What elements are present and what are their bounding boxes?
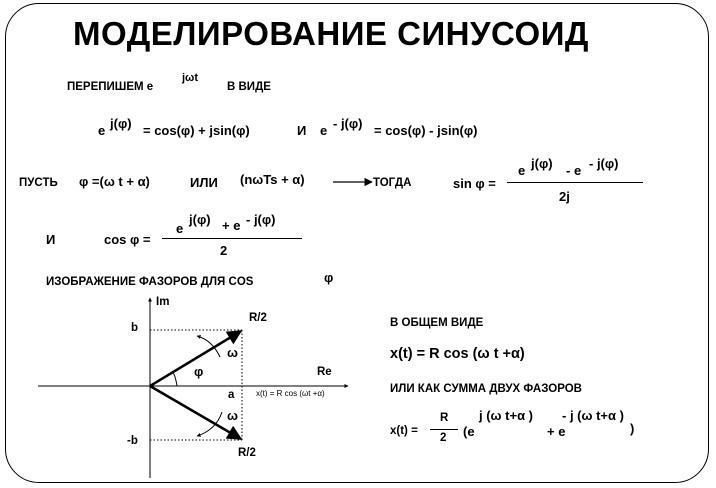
sum-lhs: x(t) = xyxy=(390,425,418,437)
phi-angle-label: φ xyxy=(194,364,204,379)
cos-lhs: cos φ = xyxy=(104,232,151,247)
cos-and: И xyxy=(46,232,56,247)
phi-definition: φ =(ω t + α) xyxy=(79,174,150,189)
omega-top-label: ω xyxy=(227,345,238,360)
re-label: Re xyxy=(317,366,332,378)
euler-pos-exponent: j(φ) xyxy=(110,116,132,131)
let-label: ПУСТЬ xyxy=(19,177,58,189)
general-heading: В ОБЩЕМ ВИДЕ xyxy=(390,317,484,329)
sum-numerator: R xyxy=(440,412,449,424)
b-label: b xyxy=(131,322,139,334)
sum-plus: + e xyxy=(547,424,566,439)
rewrite-prefix: ПЕРЕПИШЕМ e xyxy=(67,81,154,93)
euler-pos-rhs: = cos(φ) + jsin(φ) xyxy=(143,123,250,138)
discrete-phase: (nωTs + α) xyxy=(240,172,305,187)
sin-denominator: 2j xyxy=(559,189,570,204)
sum-close: ) xyxy=(630,421,635,436)
euler-neg-rhs: = cos(φ) - jsin(φ) xyxy=(374,123,478,138)
phasor-heading-symbol: φ xyxy=(324,270,334,285)
omega-bottom-label: ω xyxy=(227,408,238,423)
xt-small-label: x(t) = R cos (ωt +α) xyxy=(256,389,325,398)
cos-num-exp2: - j(φ) xyxy=(246,212,276,227)
cos-num-base: e xyxy=(176,221,184,236)
sin-num-base: e xyxy=(518,163,526,178)
sin-num-exp1: j(φ) xyxy=(531,156,553,171)
cos-num-plus: + e xyxy=(222,218,241,233)
then-label: ТОГДА xyxy=(373,177,412,189)
neg-b-label: -b xyxy=(127,435,138,447)
euler-pos-base: e xyxy=(98,123,106,138)
rewrite-exponent: jωt xyxy=(182,72,199,84)
general-formula: x(t) = R cos (ω t +α) xyxy=(390,346,525,362)
sum-exp1: j (ω t+α ) xyxy=(479,408,533,423)
sum-heading: ИЛИ КАК СУММА ДВУХ ФАЗОРОВ xyxy=(390,383,582,395)
or-label: ИЛИ xyxy=(190,175,218,190)
im-label: Im xyxy=(156,296,170,308)
r-bottom-label: R/2 xyxy=(238,447,256,459)
cos-num-exp1: j(φ) xyxy=(189,212,211,227)
sum-open: (e xyxy=(463,424,475,439)
sin-lhs: sin φ = xyxy=(453,176,496,191)
cos-denominator: 2 xyxy=(220,243,228,258)
rewrite-suffix: В ВИДЕ xyxy=(227,81,271,93)
euler-and: И xyxy=(297,123,307,138)
phasor-heading: ИЗОБРАЖЕНИЕ ФАЗОРОВ ДЛЯ COS xyxy=(46,276,254,288)
euler-neg-exponent: - j(φ) xyxy=(333,116,363,131)
slide-title: МОДЕЛИРОВАНИЕ СИНУСОИД xyxy=(73,15,589,52)
a-label: a xyxy=(228,389,235,401)
r-top-label: R/2 xyxy=(249,312,267,324)
sum-denominator: 2 xyxy=(440,432,447,444)
sum-exp2: - j (ω t+α ) xyxy=(562,408,624,423)
euler-neg-base: e xyxy=(320,123,328,138)
sin-num-exp2: - j(φ) xyxy=(589,156,619,171)
sin-num-minus: - e xyxy=(566,163,582,178)
